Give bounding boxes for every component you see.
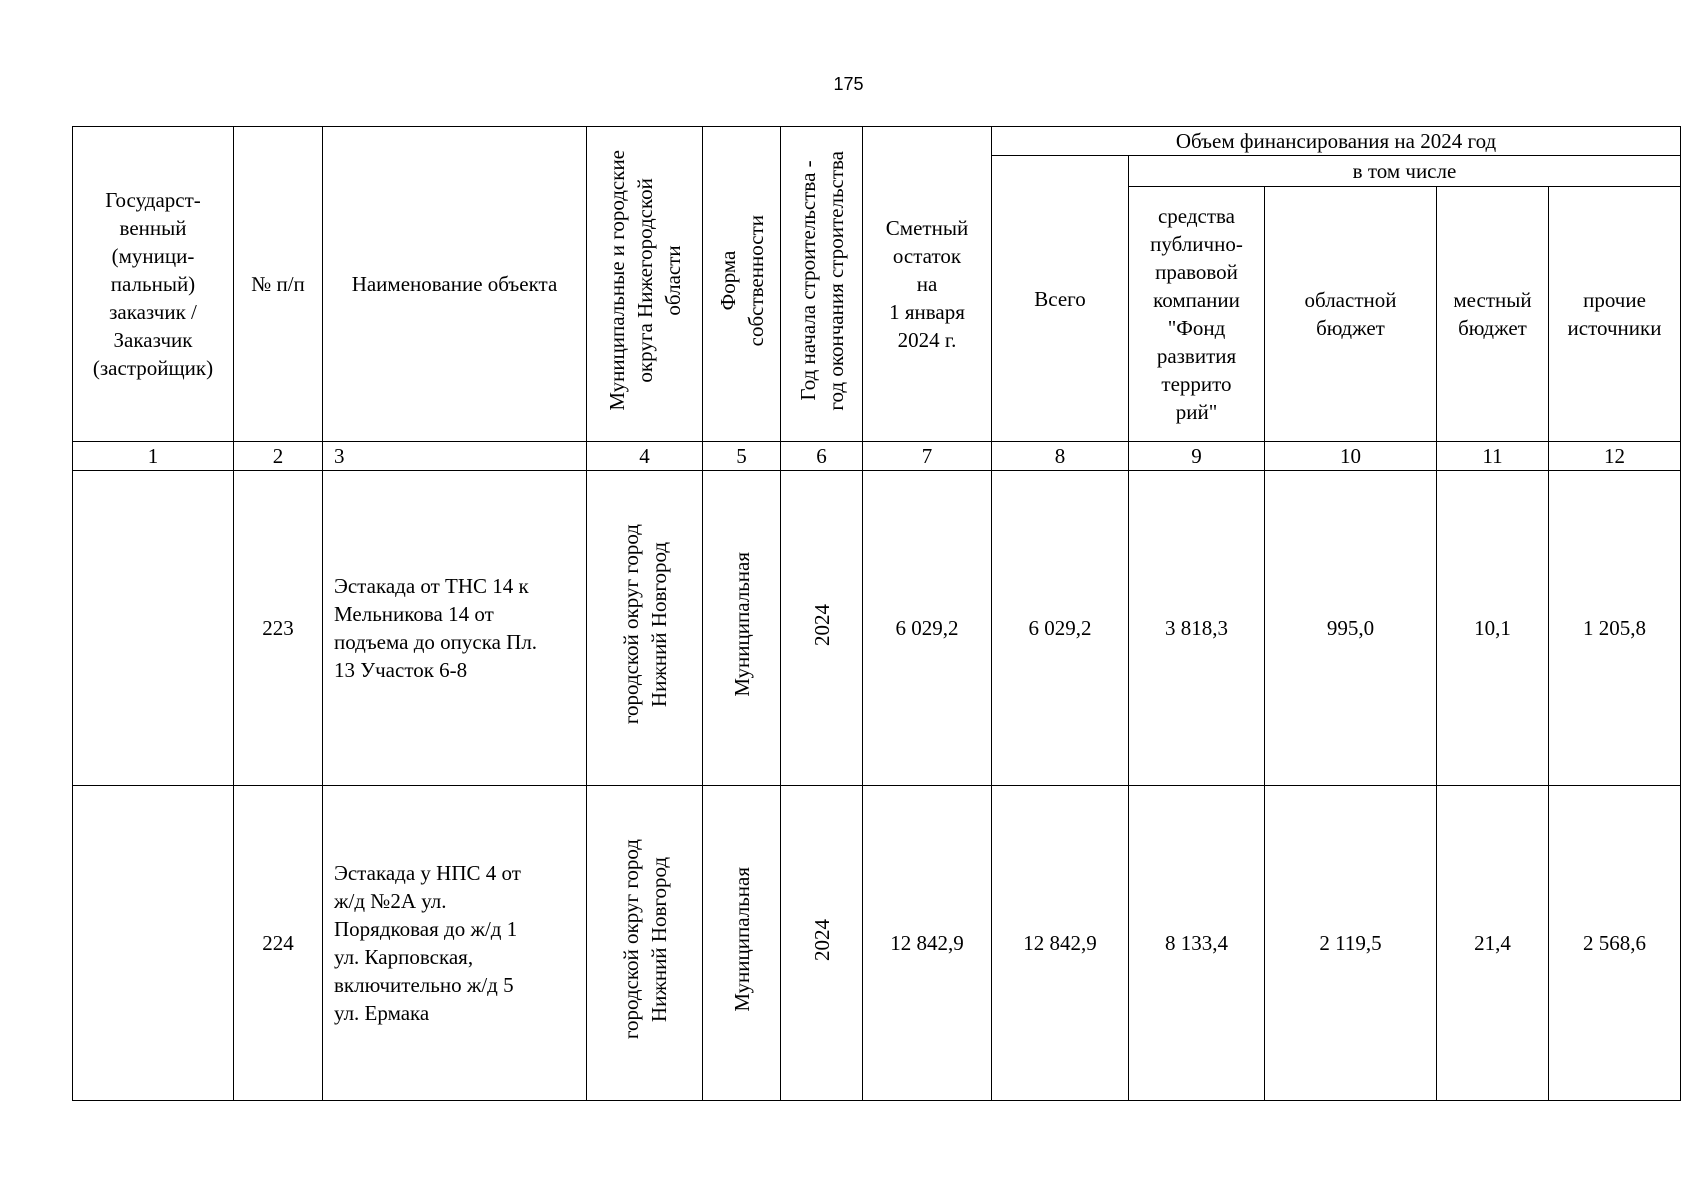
column-number: 7 (863, 442, 992, 471)
cell-municipality: городской округ город Нижний Новгород (587, 786, 703, 1101)
cell-object-name: Эстакада у НПС 4 от ж/д №2А ул. Порядковая до ж/д 1 ул. Карповская, включительно ж/д 5 ул. Ермака (323, 786, 587, 1101)
header-financing: Объем финансирования на 2024 год (992, 127, 1681, 156)
cell-estimate: 12 842,9 (863, 786, 992, 1101)
column-number: 11 (1437, 442, 1549, 471)
header-regional: областной бюджет (1265, 187, 1437, 442)
cell-local: 21,4 (1437, 786, 1549, 1101)
column-numbers-row (73, 442, 1681, 471)
cell-municipality: городской округ город Нижний Новгород (587, 471, 703, 786)
financing-table (72, 126, 1681, 1101)
header-years: Год начала строительства - год окончания строительства (781, 127, 863, 442)
cell-regional: 995,0 (1265, 471, 1437, 786)
cell-fund: 8 133,4 (1129, 786, 1265, 1101)
table-row (73, 786, 1681, 1101)
header-estimate: Сметный остаток на 1 января 2024 г. (863, 127, 992, 442)
table-row (73, 471, 1681, 786)
column-number: 8 (992, 442, 1129, 471)
cell-number: 223 (234, 471, 323, 786)
header-fund: средства публично- правовой компании "Фонд развития террито рий" (1129, 187, 1265, 442)
cell-number: 224 (234, 786, 323, 1101)
column-number: 6 (781, 442, 863, 471)
column-number: 10 (1265, 442, 1437, 471)
cell-years: 2024 (781, 786, 863, 1101)
cell-estimate: 6 029,2 (863, 471, 992, 786)
column-number: 3 (323, 442, 587, 471)
header-object-name: Наименование объекта (323, 127, 587, 442)
cell-other: 1 205,8 (1549, 471, 1681, 786)
cell-total: 6 029,2 (992, 471, 1129, 786)
cell-customer (73, 471, 234, 786)
cell-ownership: Муниципальная (703, 471, 781, 786)
cell-years: 2024 (781, 471, 863, 786)
cell-object-name: Эстакада от ТНС 14 к Мельникова 14 от подъема до опуска Пл. 13 Участок 6-8 (323, 471, 587, 786)
column-number: 2 (234, 442, 323, 471)
column-number: 9 (1129, 442, 1265, 471)
cell-customer (73, 786, 234, 1101)
header-local: местный бюджет (1437, 187, 1549, 442)
header-total: Всего (992, 156, 1129, 442)
header-ownership: Форма собственности (703, 127, 781, 442)
column-number: 12 (1549, 442, 1681, 471)
page-number: 175 (833, 74, 864, 94)
header-including: в том числе (1129, 156, 1681, 187)
header-municipality: Муниципальные и городские округа Нижегородской области (587, 127, 703, 442)
cell-total: 12 842,9 (992, 786, 1129, 1101)
header-customer: Государст- венный (муници- пальный) заказчик / Заказчик (застройщик) (73, 127, 234, 442)
column-number: 5 (703, 442, 781, 471)
cell-local: 10,1 (1437, 471, 1549, 786)
cell-ownership: Муниципальная (703, 786, 781, 1101)
cell-regional: 2 119,5 (1265, 786, 1437, 1101)
column-number: 1 (73, 442, 234, 471)
header-number: № п/п (234, 127, 323, 442)
cell-fund: 3 818,3 (1129, 471, 1265, 786)
column-number: 4 (587, 442, 703, 471)
header-other: прочие источники (1549, 187, 1681, 442)
cell-other: 2 568,6 (1549, 786, 1681, 1101)
